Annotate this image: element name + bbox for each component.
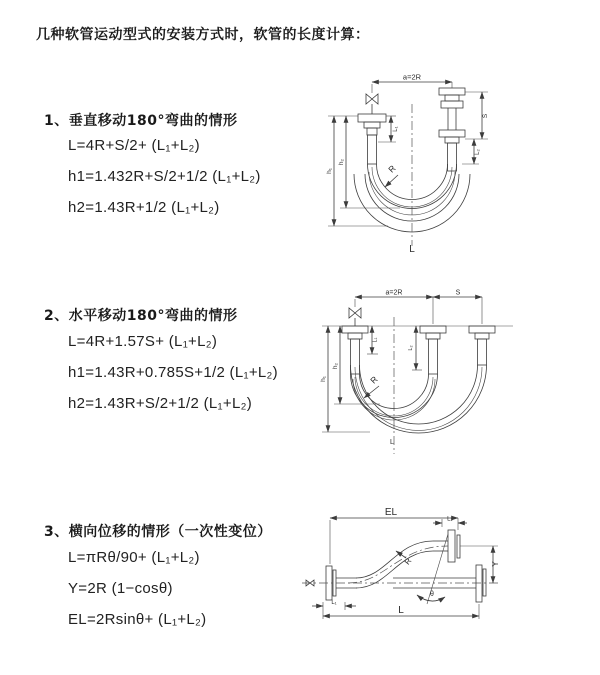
dim-label-l2: L₂ — [475, 149, 481, 155]
dim-label-y: Y — [491, 561, 500, 567]
dim-label-h1: h₁ — [326, 168, 333, 174]
left-flange-assembly — [358, 114, 386, 164]
dim-y — [460, 546, 500, 583]
dim-label-l: L — [398, 605, 404, 616]
section2-heading: 2、水平移动180°弯曲的情形 — [44, 308, 238, 324]
radius-callout — [385, 163, 398, 187]
left-flange-assembly — [342, 326, 368, 374]
section3-formula-l: L=πRθ/90+ (L₁+L₂) — [68, 549, 200, 566]
diagram-lateral-displacement — [296, 506, 511, 646]
dim-label-l: L — [390, 439, 394, 446]
dim-label-a2r: a=2R — [402, 72, 422, 82]
section3-formula-y: Y=2R (1−cosθ) — [68, 580, 173, 597]
dim-label-h2: h₂ — [332, 362, 339, 370]
dim-a2r — [355, 290, 433, 298]
section2-formula-h2: h2=1.43R+S/2+1/2 (L₁+L₂) — [68, 395, 253, 412]
dim-label-a2r: a=2R — [385, 289, 403, 297]
valve-icon — [366, 94, 378, 114]
dim-label-l1: L₁ — [372, 337, 379, 343]
dim-h1 — [326, 116, 388, 226]
hose-s-curve — [348, 541, 448, 588]
dim-label-l2: L₂ — [447, 516, 453, 523]
dim-label-l1: L₁ — [331, 600, 337, 606]
right-flange-assembly — [469, 326, 495, 365]
dim-label-el: EL — [384, 507, 398, 518]
dim-s — [433, 290, 482, 298]
dim-label-r: R — [386, 163, 398, 175]
dim-label-h2: h₂ — [338, 158, 345, 166]
dim-s — [465, 92, 489, 139]
dim-h1 — [320, 326, 370, 432]
dim-label-s: S — [455, 289, 461, 297]
page-title: 几种软管运动型式的安装方式时，软管的长度计算： — [36, 27, 370, 43]
dim-label-l2: L₂ — [408, 345, 414, 351]
dim-l1 — [378, 116, 399, 142]
middle-flange-assembly — [420, 326, 446, 374]
dim-el — [330, 507, 458, 567]
dim-l1 — [367, 326, 379, 354]
dim-label-l1: L₁ — [393, 126, 399, 132]
section2-formula-l: L=4R+1.57S+ (L₁+L₂) — [68, 333, 218, 350]
right-flange-assembly — [439, 88, 465, 171]
dim-label-theta: θ — [430, 591, 434, 598]
section3-heading: 3、横向位移的情形（一次性变位） — [44, 524, 272, 540]
section1-formula-l: L=4R+S/2+ (L₁+L₂) — [68, 137, 200, 154]
section1-formula-h2: h2=1.43R+1/2 (L₁+L₂) — [68, 199, 220, 216]
valve-icon — [349, 308, 361, 326]
diagram-horizontal-180-bend — [308, 282, 598, 467]
dim-label-r: R — [368, 374, 380, 386]
dim-a2r — [372, 73, 452, 94]
diagram-vertical-180-bend — [312, 68, 592, 263]
section1-formula-h1: h1=1.432R+S/2+1/2 (L₁+L₂) — [68, 168, 261, 185]
dim-l2 — [462, 139, 481, 164]
section3-formula-el: EL=2Rsinθ+ (L₁+L₂) — [68, 611, 207, 628]
dim-label-r: R — [402, 556, 414, 567]
section2-formula-h1: h1=1.43R+0.785S+1/2 (L₁+L₂) — [68, 364, 278, 381]
section1-heading: 1、垂直移动180°弯曲的情形 — [44, 113, 238, 129]
dim-label-l: L — [409, 244, 415, 255]
straight-pipe-original-position — [393, 565, 486, 602]
radius-callout — [396, 551, 413, 567]
angle-theta-callout — [417, 534, 448, 604]
dim-label-s: S — [482, 113, 489, 119]
dim-label-h1: h₁ — [320, 376, 327, 382]
